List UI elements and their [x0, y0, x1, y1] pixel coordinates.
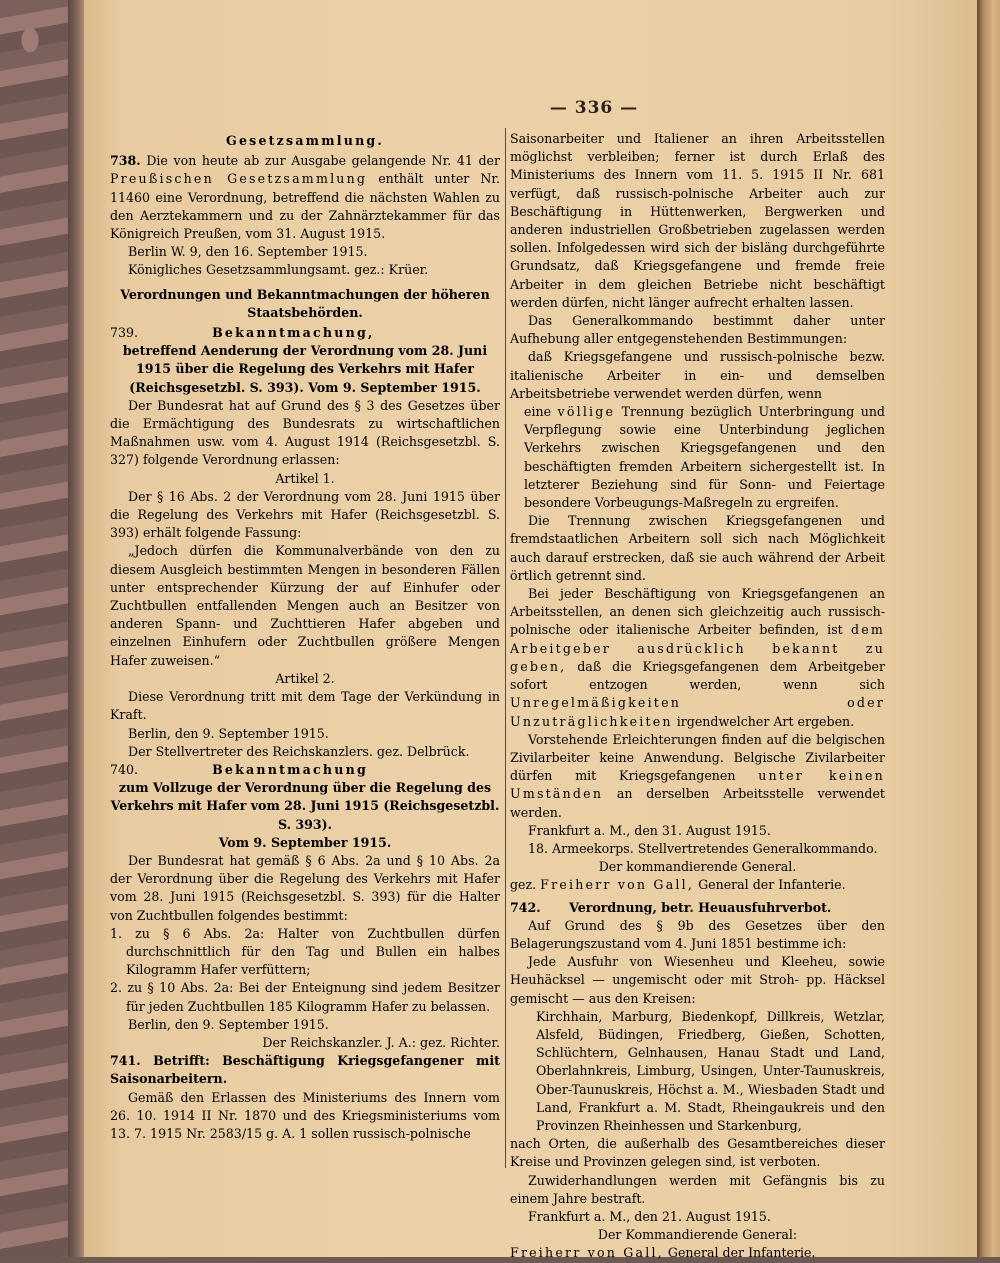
- entry-741-continued: Saisonarbeiter und Italiener an ihren Arbeitsstellen möglichst verbleiben; ferner ist durch Erlaß des Ministeriums des Innern vom 11. 5. 1915 II Nr. 681 verfügt, daß russisch-polnische Arbeiter auch zur Beschäftigung in Hüttenwerken, Bergwerken und anderen industriellen Großbetrieben zugelassen werden sollen. Infolgedessen wird sich der bisläng durchgeführte Grundsatz, daß Kriegsgefangene und fremde freie Arbeiter in dem gleichen Betriebe nicht beschäftigt werden dürfen, nicht länger aufrecht erhalten lassen.: [510, 131, 885, 310]
- entry-741-para: Vorstehende Erleichterungen finden auf die belgischen Zivilarbeiter keine Anwendung. Belgische Zivilarbeiter dürfen mit Kriegsgefangenen unter keinen Umständen an derselben Arbeitsstelle verwendet werden.: [510, 731, 885, 820]
- entry-741-place: Frankfurt a. M., den 31. August 1915.: [528, 822, 771, 838]
- entry-740-signature: Der Reichskanzler. J. A.: gez. Richter.: [262, 1034, 500, 1050]
- left-column: [110, 130, 500, 1143]
- entry-741-signature: 18. Armeekorps. Stellvertretendes Generalkommando.: [528, 840, 878, 856]
- entry-number: 738.: [110, 153, 141, 169]
- entry-741-signature: gez. Freiherr von Gall, General der Infanterie.: [510, 877, 846, 893]
- list-item: 1. zu § 6 Abs. 2a: Halter von Zuchtbullen dürfen durchschnittlich für den Tag und Bullen ein halbes Kilogramm Hafer verfüttern;: [110, 925, 500, 978]
- entry-741-para: daß Kriegsgefangene und russisch-polnische bezw. italienische Arbeiter in ein- und demselben Arbeitsbetriebe verwendet werden dürfen, wenn: [510, 349, 885, 401]
- entry-number: 741.: [110, 1053, 141, 1069]
- entry-number: 742.: [510, 899, 541, 915]
- entry-742-place: Frankfurt a. M., den 21. August 1915.: [528, 1208, 771, 1224]
- entry-738-place: Berlin W. 9, den 16. September 1915.: [128, 244, 368, 260]
- entry-742-para: Auf Grund des § 9b des Gesetzes über den Belagerungszustand vom 4. Juni 1851 bestimme ich:: [510, 917, 885, 951]
- entry-741-para: Die Trennung zwischen Kriegsgefangenen und fremdstaatlichen Arbeitern soll sich nach Möglichkeit auch darauf erstrecken, daß sie auch während der Arbeit örtlich getrennt sind.: [510, 513, 885, 583]
- article-heading: Artikel 2.: [275, 670, 335, 686]
- entry-740-subtitle: zum Vollzuge der Verordnung über die Regelung des Verkehrs mit Hafer vom 28. Juni 1915 (Reichsgesetzbl. S. 393).: [110, 780, 500, 832]
- entry-739-para: Der § 16 Abs. 2 der Verordnung vom 28. Juni 1915 über die Regelung des Verkehrs mit Hafer (Reichsgesetzbl. S. 393) erhält folgende Fassung:: [110, 488, 500, 541]
- entry-739-title: Bekanntmachung,: [212, 325, 375, 341]
- entry-739-subtitle: betreffend Aenderung der Verordnung vom 28. Juni 1915 über die Regelung des Verkehrs mit Hafer (Reichsgesetzbl. S. 393). Vom 9. September 1915.: [122, 343, 488, 395]
- entry-740-place: Berlin, den 9. September 1915.: [128, 1016, 329, 1032]
- entry-742-header: [510, 899, 885, 917]
- article-heading: Artikel 1.: [275, 470, 335, 486]
- section-heading-gesetzsammlung: Gesetzsammlung.: [225, 133, 385, 148]
- entry-741-title: Betrifft: Beschäftigung Kriegsgefangener mit Saisonarbeitern.: [110, 1053, 500, 1087]
- entry-742-para: Jede Ausfuhr von Wiesenheu und Kleeheu, sowie Heuhäcksel — ungemischt oder mit Stroh- pp. Häcksel gemischt — aus den Kreisen:: [510, 954, 885, 1006]
- entry-739-header: [110, 324, 500, 342]
- entry-739-signature: Der Stellvertreter des Reichskanzlers. gez. Delbrück.: [128, 743, 470, 759]
- entry-741-para: Bei jeder Beschäftigung von Kriegsgefangenen an Arbeitsstellen, an denen sich gleichzeitig auch russisch-polnische oder italienische Arbeiter befinden, ist dem Arbeitgeber ausdrücklich bekannt zu geben, daß die Kriegsgefangenen dem Arbeitgeber sofort entzogen werden, wenn sich Unregelmäßigkeiten oder Unzuträglichkeiten irgendwelcher Art ergeben.: [510, 586, 885, 729]
- entry-739-place: Berlin, den 9. September 1915.: [128, 725, 329, 741]
- entry-740-date: Vom 9. September 1915.: [218, 834, 392, 850]
- list-item: 2. zu § 10 Abs. 2a: Bei der Enteignung sind jedem Besitzer für jeden Zuchtbullen 185 Kilogramm Hafer zu belassen.: [110, 980, 500, 1014]
- entry-741-header: [110, 1052, 500, 1088]
- entry-738-signature: Königliches Gesetzsammlungsamt. gez.: Krüer.: [128, 262, 429, 278]
- entry-741-para: Gemäß den Erlassen des Ministeriums des Innern vom 26. 10. 1914 II Nr. 1870 und des Kriegsministeriums vom 13. 7. 1915 Nr. 2583/15 g. A. 1 sollen russisch-polnische: [110, 1089, 500, 1141]
- entry-740-header: [110, 761, 500, 779]
- entry-739-quote: „Jedoch dürfen die Kommunalverbände von den zu diesem Ausgleich bestimmten Mengen in besonderen Fällen unter entsprechender Kürzung der auf Einhufer oder Zuchtbullen entfallenden Mengen auch an Besitzer von anderen Spann- und Zuchttieren Hafer abgeben und einzelnen Einhufern oder Zuchtbullen größere Mengen Hafer zuweisen.“: [110, 543, 500, 668]
- column-divider: [505, 128, 506, 1168]
- entry-739-para: Diese Verordnung tritt mit dem Tage der Verkündung in Kraft.: [110, 689, 500, 723]
- entry-740-title: Bekanntmachung: [212, 761, 368, 777]
- entry-738: 738. Die von heute ab zur Ausgabe gelangende Nr. 41 der Preußischen Gesetzsammlung enthält unter Nr. 11460 eine Verordnung, betreffend die nächsten Wahlen zu den Aerztekammern und zu der Zahnärztekammer für das Königreich Preußen, vom 31. August 1915.: [110, 153, 500, 242]
- entry-740-para: Der Bundesrat hat gemäß § 6 Abs. 2a und § 10 Abs. 2a der Verordnung über die Regelung des Verkehrs mit Hafer vom 28. Juni 1915 (Reichsgesetzbl. S. 393) für die Halter von Zuchtbullen folgendes bestimmt:: [110, 852, 500, 923]
- entry-742-signature: Freiherr von Gall, General der Infanterie.: [510, 1245, 816, 1261]
- entry-741-signature: Der kommandierende General.: [598, 859, 797, 875]
- entry-739-para: Der Bundesrat hat auf Grund des § 3 des Gesetzes über die Ermächtigung des Bundesrats zu wirtschaftlichen Maßnahmen usw. vom 4. August 1914 (Reichsgesetzbl. S. 327) folgende Verordnung erlassen:: [110, 397, 500, 468]
- right-column: [510, 130, 885, 1263]
- entry-742-title: Verordnung, betr. Heuausfuhrverbot.: [569, 899, 832, 915]
- next-page-edge: [977, 0, 1000, 1257]
- section-heading-verordnungen: Verordnungen und Bekanntmachungen der höheren Staatsbehörden.: [120, 286, 490, 320]
- entry-742-districts: Kirchhain, Marburg, Biedenkopf, Dillkreis, Wetzlar, Alsfeld, Büdingen, Friedberg, Gießen, Schotten, Schlüchtern, Gelnhausen, Hanau Stadt und Land, Oberlahnkreis, Limburg, Usingen, Unter-Taunuskreis, Ober-Taunuskreis, Höchst a. M., Wiesbaden Stadt und Land, Frankfurt a. M. Stadt, Rheingaukreis und den Provinzen Rheinhessen und Starkenburg,: [536, 1008, 885, 1133]
- entry-number: 739.: [110, 325, 139, 341]
- entry-742-para: nach Orten, die außerhalb des Gesamtbereiches dieser Kreise und Provinzen gelegen sind, ist verboten.: [510, 1136, 885, 1170]
- entry-741-condition: eine völlige Trennung bezüglich Unterbringung und Verpflegung sowie eine Unterbindung jeglichen Verkehrs zwischen Kriegsgefangenen und den beschäftigten fremden Arbeitern sichergestellt ist. In letzterer Beziehung sind für Sonn- und Feiertage besondere Vorbeugungs-Maßregeln zu ergreifen.: [524, 404, 885, 511]
- entry-741-para: Das Generalkommando bestimmt daher unter Aufhebung aller entgegenstehenden Bestimmungen:: [510, 313, 885, 347]
- entry-742-para: Zuwiderhandlungen werden mit Gefängnis bis zu einem Jahre bestraft.: [510, 1172, 885, 1206]
- entry-742-signature: Der Kommandierende General:: [597, 1227, 798, 1243]
- entry-number: 740.: [110, 761, 139, 777]
- page-number: — 336 —: [549, 98, 639, 118]
